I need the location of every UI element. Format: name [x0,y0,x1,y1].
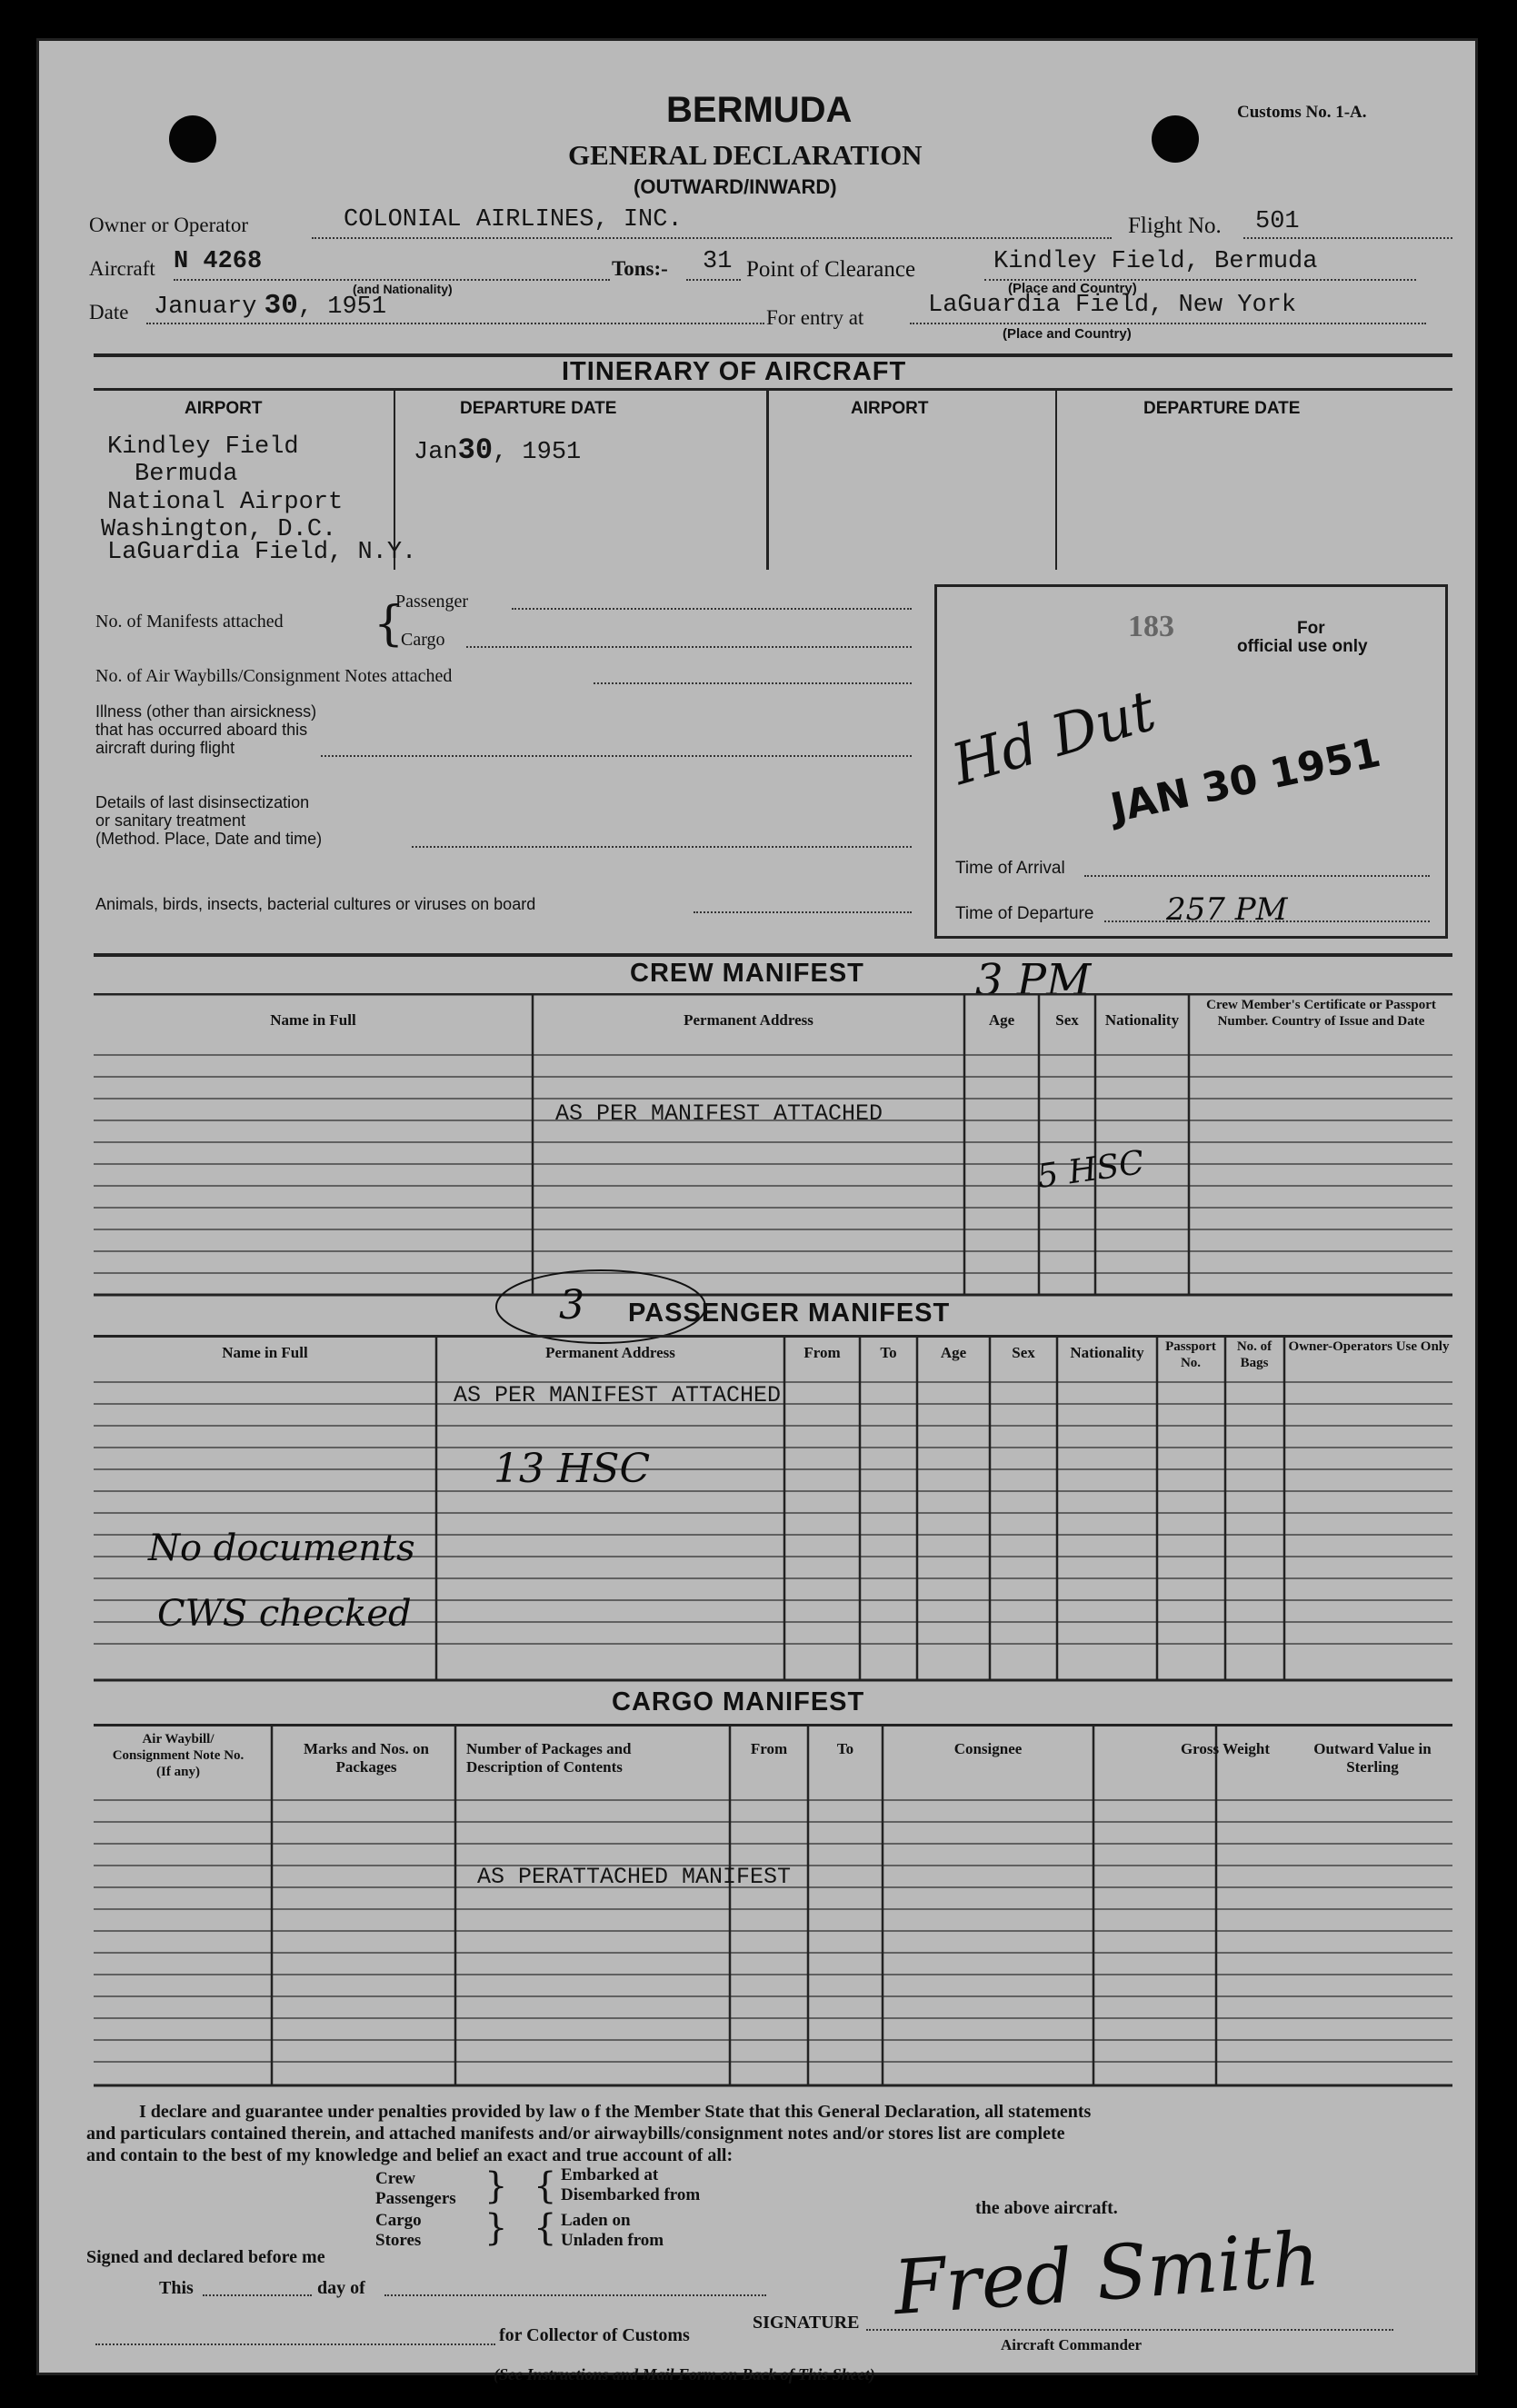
declaration-item-left: Cargo [375,2211,422,2230]
itinerary-airport-line: LaGuardia Field, N.Y. [107,539,417,566]
waybills-line [594,682,912,684]
tons-line [686,279,741,281]
collector-line [95,2343,495,2345]
crew-top-line [94,953,1452,957]
cargo-header-packages: Number of Packages and Description of Contents [466,1740,632,1776]
crew-header-name: Name in Full [270,1011,356,1029]
declaration-item-right: Disembarked from [561,2185,701,2204]
crew-table [94,993,1452,1297]
date-value [154,290,386,322]
declaration-day-of: day of [317,2278,365,2298]
owner-value: COLONIAL AIRLINES, INC. [344,206,683,234]
declaration-day-line [384,2294,766,2296]
illness-label-1: Illness (other than airsickness) [95,702,317,721]
form-footer: (See Instructions and Mail Form on Back of This Sheet) [494,2365,875,2383]
illness-label-2: that has occurred aboard this [95,721,308,739]
declaration-signature-label: SIGNATURE [753,2313,860,2333]
itinerary-airport-line: Washington, D.C. [101,516,337,543]
cargo-header-weight: Gross Weight [1180,1740,1271,1757]
passenger-circled-number: 3 [559,1282,584,1328]
declaration-this-line [203,2294,312,2296]
form-number: Customs No. 1-A. [1237,103,1367,122]
passenger-header-address: Permanent Address [545,1344,675,1361]
passenger-handwritten: 13 HSC [494,1446,651,1492]
declaration-commander: Aircraft Commander [1001,2336,1143,2353]
official-use-only: official use only [1237,637,1368,656]
owner-label: Owner or Operator [89,214,248,236]
form-direction: (OUTWARD/INWARD) [634,175,837,198]
crew-header-sex: Sex [1055,1011,1079,1029]
manifests-passenger-line [512,608,912,610]
itinerary-col2 [766,388,769,570]
received-date-stamp: JAN 30 1951 [1106,729,1385,832]
declaration-item-right: Unladen from [561,2231,664,2250]
declaration-collector: for Collector of Customs [499,2325,690,2345]
commander-signature: Fred Smith [891,2215,1322,2333]
cargo-header-to: To [836,1740,854,1757]
declaration-text-1: I declare and guarantee under penalties provided by law o f the Member State that this General Declaration, all statements [139,2102,1092,2122]
cargo-header-waybill: Air Waybill/ Consignment Note No. (If any) [112,1732,245,1779]
arrival-label: Time of Arrival [955,859,1065,878]
flight-line [1243,237,1452,239]
passenger-note-line-2: CWS checked [157,1593,412,1635]
punch-hole-right [1152,115,1199,163]
passenger-header-passport: Passport No. [1165,1339,1216,1370]
passenger-header-to: To [880,1344,897,1361]
aircraft-value: N 4268 [174,248,263,275]
declaration-signed-before: Signed and declared before me [86,2247,325,2267]
clearance-label: Point of Clearance [746,257,916,282]
date-month: January [154,294,257,321]
manifests-brace: { [374,597,404,652]
cargo-header-from: From [750,1740,788,1757]
form-subtitle: GENERAL DECLARATION [568,139,923,171]
cargo-header-marks: Marks and Nos. on Packages [304,1740,429,1776]
flight-value: 501 [1255,208,1300,235]
passenger-header-nationality: Nationality [1070,1344,1144,1361]
signature-line [866,2329,1393,2331]
arrival-line [1084,875,1430,877]
illness-label-3: aircraft during flight [95,739,235,757]
itinerary-day: 30 [457,433,494,467]
declaration-brace-2: } [484,2207,508,2249]
declaration-above-aircraft: the above aircraft. [975,2198,1118,2218]
passenger-header-bags: No. of Bags [1236,1339,1272,1370]
crew-title: CREW MANIFEST [630,959,864,988]
crew-header-age: Age [988,1011,1015,1029]
passenger-header-from: From [803,1344,841,1361]
declaration-item-right: Embarked at [561,2165,659,2184]
declaration-form [36,38,1478,2383]
declaration-item-left: Passengers [375,2189,456,2208]
punch-hole-left [169,115,216,163]
crew-header-nationality: Nationality [1104,1011,1180,1029]
animals-line [694,911,912,913]
itinerary-title: ITINERARY OF AIRCRAFT [562,357,907,386]
aircraft-line [174,279,610,281]
manifests-label: No. of Manifests attached [95,612,284,632]
date-year: , 1951 [297,294,387,321]
date-day: 30 [264,290,298,322]
declaration-item-right: Laden on [561,2211,631,2230]
declaration-item-left: Crew [375,2169,415,2188]
declaration-text-2: and particulars contained therein, and attached manifests and/or airwaybills/consignment notes and/or stores list are complete [86,2124,1065,2144]
crew-entry: AS PER MANIFEST ATTACHED [555,1100,883,1127]
declaration-brace-4: { [534,2207,557,2249]
cargo-header-value: Outward Value in Sterling [1313,1740,1432,1776]
itinerary-header-airport-1: AIRPORT [185,399,263,418]
passenger-header-sex: Sex [1012,1344,1035,1361]
passenger-header-age: Age [940,1344,967,1361]
date-label: Date [89,301,129,323]
passenger-header-owner: Owner-Operators Use Only [1288,1339,1450,1354]
itinerary-airport-line: National Airport [107,489,344,516]
crew-header-address: Permanent Address [684,1011,813,1029]
manifests-cargo-line [466,646,912,648]
tons-label: Tons:- [612,257,668,280]
declaration-text-3: and contain to the best of my knowledge and belief an exact and true account of all: [86,2145,734,2165]
disinsect-label-2: or sanitary treatment [95,811,246,830]
manifests-cargo-label: Cargo [401,630,445,650]
entry-label: For entry at [766,306,864,329]
cargo-title: CARGO MANIFEST [612,1687,865,1716]
tons-value: 31 [703,248,733,275]
passenger-header-name: Name in Full [222,1344,308,1361]
declaration-this: This [159,2278,194,2298]
manifests-passenger-label: Passenger [395,592,468,612]
declaration-brace-1: } [484,2165,508,2207]
passenger-note-line-1: No documents [148,1527,415,1569]
crew-header-passport: Crew Member's Certificate or Passport Number. Country of Issue and Date [1206,998,1436,1029]
official-initials: Hd Dut [944,676,1163,799]
aircraft-label: Aircraft [89,257,155,280]
declaration-brace-3: { [534,2165,557,2207]
entry-value: LaGuardia Field, New York [928,292,1297,319]
waybills-label: No. of Air Waybills/Consignment Notes attached [95,666,453,686]
date-line [146,323,764,324]
itinerary-header-date-1: DEPARTURE DATE [460,399,617,418]
entry-line [910,323,1426,324]
itinerary-col3 [1055,388,1057,570]
official-number: 183 [1128,610,1174,643]
nationality-note: (and Nationality) [353,282,453,296]
itinerary-header-line [94,388,1452,391]
illness-line [321,755,912,757]
official-for: For [1297,619,1325,638]
itinerary-airport-line: Bermuda [135,461,238,488]
animals-label: Animals, birds, insects, bacterial cultures or viruses on board [95,895,536,913]
form-title: BERMUDA [666,90,853,130]
clearance-value: Kindley Field, Bermuda [993,248,1318,275]
crew-handwritten: 5 HSC [1034,1143,1147,1197]
cargo-header-consignee: Consignee [953,1740,1023,1757]
departure-time-value: 257 PM [1166,891,1288,928]
itinerary-frame [94,353,1452,612]
arrival-time-note: 3 PM [975,955,1092,1006]
cargo-table [94,1724,1452,2087]
cargo-entry: AS PERATTACHED MANIFEST [477,1864,792,1890]
place-country-note-2: (Place and Country) [1003,326,1132,342]
departure-time-label: Time of Departure [955,904,1094,923]
place-country-note-1: (Place and Country) [1008,281,1137,296]
passenger-entry: AS PER MANIFEST ATTACHED [454,1382,782,1408]
itinerary-airport-line: Kindley Field [107,433,299,461]
itinerary-departure-date [414,433,581,467]
disinsect-label-3: (Method. Place, Date and time) [95,830,323,848]
owner-line [312,237,1112,239]
itinerary-year: , 1951 [493,439,582,466]
itinerary-month: Jan [414,439,458,466]
flight-label: Flight No. [1128,214,1222,238]
passenger-title: PASSENGER MANIFEST [628,1299,951,1328]
disinsect-label-1: Details of last disinsectization [95,793,310,811]
itinerary-header-airport-2: AIRPORT [851,399,929,418]
itinerary-header-date-2: DEPARTURE DATE [1143,399,1301,418]
declaration-item-left: Stores [375,2231,422,2250]
disinsect-line [412,846,912,848]
